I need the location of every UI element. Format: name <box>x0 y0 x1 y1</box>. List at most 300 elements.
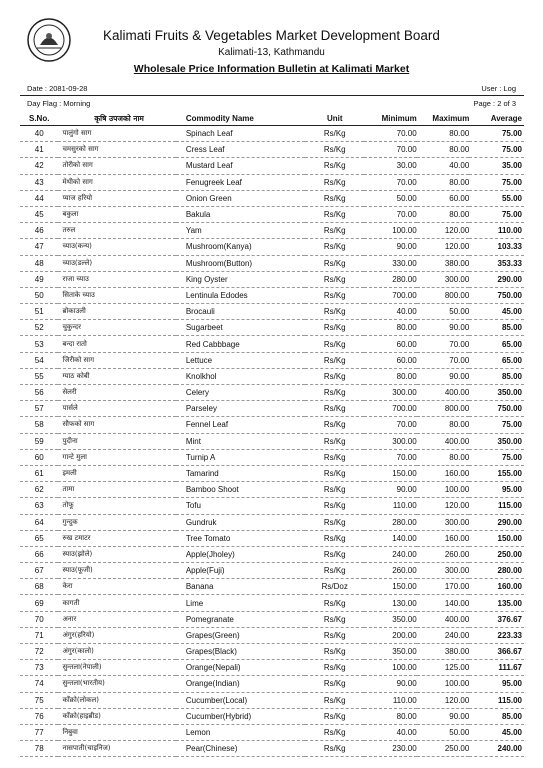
cell-nepali-name: स्याउ(झोले) <box>58 546 175 562</box>
cell-average: 85.00 <box>469 368 524 384</box>
bulletin-title: Wholesale Price Information Bulletin at Kalimati Market <box>133 63 410 75</box>
cell-unit: Rs/Kg <box>305 644 364 660</box>
cell-nepali-name: जिरीको साग <box>58 352 175 368</box>
cell-unit: Rs/Kg <box>305 336 364 352</box>
cell-minimum: 350.00 <box>364 644 417 660</box>
cell-commodity: Cress Leaf <box>176 142 306 158</box>
cell-nepali-name: तोरीको साग <box>58 158 175 174</box>
board-title: Kalimati Fruits & Vegetables Market Development Board <box>103 28 440 43</box>
cell-unit: Rs/Kg <box>305 449 364 465</box>
table-row <box>20 126 524 142</box>
cell-nepali-name: बन्दा रातो <box>58 336 175 352</box>
cell-nepali-name: गुन्दुक <box>58 514 175 530</box>
cell-minimum: 300.00 <box>364 385 417 401</box>
table-row <box>20 385 524 401</box>
cell-minimum: 350.00 <box>364 611 417 627</box>
table-row <box>20 336 524 352</box>
table-row <box>20 595 524 611</box>
cell-unit: Rs/Kg <box>305 692 364 708</box>
cell-minimum: 80.00 <box>364 708 417 724</box>
cell-minimum: 260.00 <box>364 563 417 579</box>
cell-average: 75.00 <box>469 174 524 190</box>
cell-commodity: Lettuce <box>176 352 306 368</box>
cell-average: 65.00 <box>469 352 524 368</box>
cell-minimum: 330.00 <box>364 255 417 271</box>
cell-maximum: 120.00 <box>417 223 470 239</box>
cell-commodity: Cucumber(Local) <box>176 692 306 708</box>
header-divider <box>20 95 524 96</box>
cell-commodity: Apple(Fuji) <box>176 563 306 579</box>
cell-sno: 70 <box>20 611 58 627</box>
cell-maximum: 250.00 <box>417 741 470 757</box>
cell-nepali-name: गान्टे मुला <box>58 449 175 465</box>
cell-maximum: 300.00 <box>417 514 470 530</box>
cell-nepali-name: चुकुन्दर <box>58 320 175 336</box>
cell-nepali-name: तोफू <box>58 498 175 514</box>
table-row <box>20 287 524 303</box>
cell-sno: 40 <box>20 126 58 142</box>
table-row <box>20 708 524 724</box>
cell-maximum: 120.00 <box>417 239 470 255</box>
cell-average: 95.00 <box>469 482 524 498</box>
cell-sno: 41 <box>20 142 58 158</box>
cell-sno: 59 <box>20 433 58 449</box>
cell-commodity: Onion Green <box>176 190 306 206</box>
cell-maximum: 240.00 <box>417 627 470 643</box>
cell-average: 55.00 <box>469 190 524 206</box>
cell-maximum: 90.00 <box>417 708 470 724</box>
cell-nepali-name: बकुला <box>58 206 175 222</box>
cell-sno: 47 <box>20 239 58 255</box>
board-address: Kalimati-13, Kathmandu <box>218 47 325 58</box>
cell-maximum: 400.00 <box>417 433 470 449</box>
cell-minimum: 90.00 <box>364 676 417 692</box>
cell-maximum: 400.00 <box>417 611 470 627</box>
cell-sno: 66 <box>20 546 58 562</box>
cell-sno: 65 <box>20 530 58 546</box>
cell-sno: 68 <box>20 579 58 595</box>
cell-minimum: 100.00 <box>364 660 417 676</box>
cell-maximum: 100.00 <box>417 482 470 498</box>
cell-nepali-name: तरुल <box>58 223 175 239</box>
cell-unit: Rs/Kg <box>305 158 364 174</box>
cell-nepali-name: नासपाती(चाइनिज) <box>58 741 175 757</box>
table-row <box>20 190 524 206</box>
cell-minimum: 150.00 <box>364 579 417 595</box>
cell-average: 353.33 <box>469 255 524 271</box>
cell-maximum: 90.00 <box>417 368 470 384</box>
cell-commodity: Mustard Leaf <box>176 158 306 174</box>
cell-minimum: 200.00 <box>364 627 417 643</box>
cell-nepali-name: अंगुर(हरियो) <box>58 627 175 643</box>
cell-sno: 52 <box>20 320 58 336</box>
cell-commodity: Apple(Jholey) <box>176 546 306 562</box>
table-row <box>20 223 524 239</box>
cell-average: 115.00 <box>469 498 524 514</box>
report-date: Date : 2081-09-28 <box>27 84 88 93</box>
cell-average: 45.00 <box>469 724 524 740</box>
cell-nepali-name: च्याउ(कन्य) <box>58 239 175 255</box>
cell-maximum: 120.00 <box>417 692 470 708</box>
cell-commodity: Spinach Leaf <box>176 126 306 142</box>
cell-nepali-name: पार्सले <box>58 401 175 417</box>
cell-commodity: Mushroom(Kanya) <box>176 239 306 255</box>
cell-maximum: 170.00 <box>417 579 470 595</box>
cell-sno: 76 <box>20 708 58 724</box>
cell-commodity: Mushroom(Button) <box>176 255 306 271</box>
cell-unit: Rs/Kg <box>305 271 364 287</box>
cell-maximum: 80.00 <box>417 206 470 222</box>
cell-sno: 78 <box>20 741 58 757</box>
cell-minimum: 230.00 <box>364 741 417 757</box>
cell-nepali-name: प्याज हरियो <box>58 190 175 206</box>
cell-unit: Rs/Kg <box>305 320 364 336</box>
cell-maximum: 380.00 <box>417 255 470 271</box>
cell-unit: Rs/Kg <box>305 724 364 740</box>
cell-minimum: 90.00 <box>364 239 417 255</box>
cell-maximum: 380.00 <box>417 644 470 660</box>
cell-unit: Rs/Kg <box>305 174 364 190</box>
cell-commodity: Banana <box>176 579 306 595</box>
cell-average: 150.00 <box>469 530 524 546</box>
cell-unit: Rs/Doz <box>305 579 364 595</box>
table-row <box>20 320 524 336</box>
cell-minimum: 100.00 <box>364 223 417 239</box>
cell-average: 250.00 <box>469 546 524 562</box>
cell-maximum: 125.00 <box>417 660 470 676</box>
cell-nepali-name: पालुंगो साग <box>58 126 175 142</box>
cell-minimum: 60.00 <box>364 352 417 368</box>
day-flag: Day Flag : Morning <box>27 99 91 108</box>
cell-minimum: 70.00 <box>364 174 417 190</box>
cell-average: 750.00 <box>469 401 524 417</box>
cell-unit: Rs/Kg <box>305 498 364 514</box>
cell-average: 223.33 <box>469 627 524 643</box>
cell-maximum: 70.00 <box>417 336 470 352</box>
cell-sno: 51 <box>20 304 58 320</box>
cell-sno: 46 <box>20 223 58 239</box>
cell-average: 350.00 <box>469 433 524 449</box>
cell-sno: 73 <box>20 660 58 676</box>
cell-commodity: Sugarbeet <box>176 320 306 336</box>
cell-minimum: 70.00 <box>364 206 417 222</box>
cell-commodity: Bamboo Shoot <box>176 482 306 498</box>
cell-commodity: Orange(Nepali) <box>176 660 306 676</box>
cell-maximum: 300.00 <box>417 563 470 579</box>
cell-unit: Rs/Kg <box>305 708 364 724</box>
cell-commodity: Red Cabbbage <box>176 336 306 352</box>
cell-maximum: 160.00 <box>417 530 470 546</box>
cell-minimum: 280.00 <box>364 514 417 530</box>
cell-minimum: 700.00 <box>364 401 417 417</box>
cell-minimum: 280.00 <box>364 271 417 287</box>
cell-average: 95.00 <box>469 676 524 692</box>
cell-average: 750.00 <box>469 287 524 303</box>
cell-unit: Rs/Kg <box>305 433 364 449</box>
cell-nepali-name: मेथीको साग <box>58 174 175 190</box>
cell-average: 111.67 <box>469 660 524 676</box>
cell-sno: 77 <box>20 724 58 740</box>
cell-commodity: King Oyster <box>176 271 306 287</box>
table-row <box>20 498 524 514</box>
cell-nepali-name: काँक्रो(लोकल) <box>58 692 175 708</box>
cell-sno: 72 <box>20 644 58 660</box>
cell-commodity: Knolkhol <box>176 368 306 384</box>
cell-nepali-name: चमसुरको साग <box>58 142 175 158</box>
cell-sno: 64 <box>20 514 58 530</box>
cell-nepali-name: सुन्तला(नेपाली) <box>58 660 175 676</box>
cell-unit: Rs/Kg <box>305 385 364 401</box>
cell-nepali-name: सिताके च्याउ <box>58 287 175 303</box>
cell-nepali-name: अंगुर(कालो) <box>58 644 175 660</box>
cell-minimum: 60.00 <box>364 336 417 352</box>
cell-commodity: Parseley <box>176 401 306 417</box>
table-row <box>20 352 524 368</box>
cell-commodity: Brocauli <box>176 304 306 320</box>
cell-sno: 60 <box>20 449 58 465</box>
cell-sno: 43 <box>20 174 58 190</box>
cell-commodity: Turnip A <box>176 449 306 465</box>
cell-sno: 75 <box>20 692 58 708</box>
cell-commodity: Cucumber(Hybrid) <box>176 708 306 724</box>
table-row <box>20 158 524 174</box>
cell-maximum: 120.00 <box>417 498 470 514</box>
cell-maximum: 50.00 <box>417 304 470 320</box>
cell-sno: 67 <box>20 563 58 579</box>
cell-sno: 58 <box>20 417 58 433</box>
cell-commodity: Pomegranate <box>176 611 306 627</box>
table-row <box>20 174 524 190</box>
cell-average: 75.00 <box>469 142 524 158</box>
cell-unit: Rs/Kg <box>305 546 364 562</box>
cell-minimum: 30.00 <box>364 158 417 174</box>
cell-maximum: 300.00 <box>417 271 470 287</box>
price-table <box>20 112 524 757</box>
cell-nepali-name: ब्रोकाउली <box>58 304 175 320</box>
cell-nepali-name: च्याउ(डल्ले) <box>58 255 175 271</box>
col-commodity: Commodity Name <box>176 112 306 126</box>
cell-nepali-name: सेलरी <box>58 385 175 401</box>
cell-average: 75.00 <box>469 126 524 142</box>
cell-sno: 57 <box>20 401 58 417</box>
cell-average: 75.00 <box>469 206 524 222</box>
cell-unit: Rs/Kg <box>305 255 364 271</box>
cell-unit: Rs/Kg <box>305 676 364 692</box>
cell-minimum: 240.00 <box>364 546 417 562</box>
cell-nepali-name: सुन्तला(भारतीय) <box>58 676 175 692</box>
cell-sno: 49 <box>20 271 58 287</box>
cell-average: 376.67 <box>469 611 524 627</box>
cell-sno: 61 <box>20 465 58 481</box>
cell-unit: Rs/Kg <box>305 126 364 142</box>
cell-nepali-name: सौफको साग <box>58 417 175 433</box>
cell-unit: Rs/Kg <box>305 611 364 627</box>
cell-maximum: 40.00 <box>417 158 470 174</box>
cell-minimum: 70.00 <box>364 142 417 158</box>
cell-minimum: 70.00 <box>364 449 417 465</box>
cell-unit: Rs/Kg <box>305 368 364 384</box>
cell-average: 110.00 <box>469 223 524 239</box>
cell-maximum: 80.00 <box>417 142 470 158</box>
cell-unit: Rs/Kg <box>305 287 364 303</box>
cell-sno: 56 <box>20 385 58 401</box>
table-row <box>20 465 524 481</box>
cell-maximum: 80.00 <box>417 174 470 190</box>
cell-commodity: Tamarind <box>176 465 306 481</box>
cell-sno: 55 <box>20 368 58 384</box>
cell-sno: 44 <box>20 190 58 206</box>
cell-commodity: Bakula <box>176 206 306 222</box>
cell-unit: Rs/Kg <box>305 530 364 546</box>
cell-commodity: Lemon <box>176 724 306 740</box>
cell-average: 290.00 <box>469 271 524 287</box>
cell-commodity: Yam <box>176 223 306 239</box>
cell-maximum: 60.00 <box>417 190 470 206</box>
cell-commodity: Lentinula Edodes <box>176 287 306 303</box>
cell-minimum: 130.00 <box>364 595 417 611</box>
table-row <box>20 741 524 757</box>
cell-unit: Rs/Kg <box>305 465 364 481</box>
cell-maximum: 140.00 <box>417 595 470 611</box>
cell-sno: 74 <box>20 676 58 692</box>
cell-average: 240.00 <box>469 741 524 757</box>
cell-nepali-name: अनार <box>58 611 175 627</box>
table-row <box>20 579 524 595</box>
table-row <box>20 676 524 692</box>
cell-minimum: 90.00 <box>364 482 417 498</box>
cell-average: 155.00 <box>469 465 524 481</box>
cell-maximum: 260.00 <box>417 546 470 562</box>
cell-nepali-name: स्याउ(फूजी) <box>58 563 175 579</box>
table-row <box>20 206 524 222</box>
cell-maximum: 800.00 <box>417 287 470 303</box>
cell-minimum: 110.00 <box>364 692 417 708</box>
cell-sno: 71 <box>20 627 58 643</box>
table-row <box>20 255 524 271</box>
table-row <box>20 271 524 287</box>
cell-minimum: 40.00 <box>364 724 417 740</box>
page-number: Page : 2 of 3 <box>473 99 516 108</box>
cell-unit: Rs/Kg <box>305 239 364 255</box>
cell-commodity: Tree Tomato <box>176 530 306 546</box>
cell-unit: Rs/Kg <box>305 627 364 643</box>
cell-unit: Rs/Kg <box>305 142 364 158</box>
cell-average: 75.00 <box>469 417 524 433</box>
col-unit: Unit <box>305 112 364 126</box>
cell-minimum: 700.00 <box>364 287 417 303</box>
cell-minimum: 80.00 <box>364 320 417 336</box>
cell-minimum: 40.00 <box>364 304 417 320</box>
col-maximum: Maximum <box>417 112 470 126</box>
cell-unit: Rs/Kg <box>305 352 364 368</box>
table-row <box>20 368 524 384</box>
cell-sno: 48 <box>20 255 58 271</box>
cell-average: 366.67 <box>469 644 524 660</box>
cell-minimum: 70.00 <box>364 417 417 433</box>
cell-nepali-name: निबुवा <box>58 724 175 740</box>
table-row <box>20 530 524 546</box>
cell-nepali-name: काँक्रो(हाइब्रीड) <box>58 708 175 724</box>
cell-average: 65.00 <box>469 336 524 352</box>
cell-average: 350.00 <box>469 385 524 401</box>
cell-average: 135.00 <box>469 595 524 611</box>
cell-unit: Rs/Kg <box>305 595 364 611</box>
cell-unit: Rs/Kg <box>305 401 364 417</box>
table-row <box>20 724 524 740</box>
cell-unit: Rs/Kg <box>305 660 364 676</box>
cell-commodity: Fennel Leaf <box>176 417 306 433</box>
cell-commodity: Grapes(Green) <box>176 627 306 643</box>
cell-commodity: Orange(Indian) <box>176 676 306 692</box>
cell-average: 280.00 <box>469 563 524 579</box>
col-nepali-name: कृषि उपजको नाम <box>58 112 175 126</box>
table-row <box>20 401 524 417</box>
cell-commodity: Fenugreek Leaf <box>176 174 306 190</box>
cell-commodity: Celery <box>176 385 306 401</box>
cell-nepali-name: इमली <box>58 465 175 481</box>
cell-sno: 62 <box>20 482 58 498</box>
cell-nepali-name: केरा <box>58 579 175 595</box>
cell-unit: Rs/Kg <box>305 563 364 579</box>
cell-average: 85.00 <box>469 320 524 336</box>
cell-maximum: 70.00 <box>417 352 470 368</box>
cell-commodity: Mint <box>176 433 306 449</box>
cell-commodity: Lime <box>176 595 306 611</box>
cell-unit: Rs/Kg <box>305 190 364 206</box>
table-row <box>20 546 524 562</box>
cell-unit: Rs/Kg <box>305 304 364 320</box>
cell-commodity: Pear(Chinese) <box>176 741 306 757</box>
table-row <box>20 627 524 643</box>
cell-nepali-name: तामा <box>58 482 175 498</box>
cell-minimum: 150.00 <box>364 465 417 481</box>
table-row <box>20 563 524 579</box>
cell-sno: 54 <box>20 352 58 368</box>
cell-maximum: 100.00 <box>417 676 470 692</box>
cell-nepali-name: रुख टमाटर <box>58 530 175 546</box>
report-user: User : Log <box>481 84 516 93</box>
cell-unit: Rs/Kg <box>305 482 364 498</box>
table-row <box>20 417 524 433</box>
cell-average: 115.00 <box>469 692 524 708</box>
table-row <box>20 239 524 255</box>
col-average: Average <box>469 112 524 126</box>
table-row <box>20 142 524 158</box>
cell-average: 85.00 <box>469 708 524 724</box>
cell-unit: Rs/Kg <box>305 514 364 530</box>
cell-average: 103.33 <box>469 239 524 255</box>
cell-nepali-name: ग्याठ कोबी <box>58 368 175 384</box>
col-minimum: Minimum <box>364 112 417 126</box>
cell-minimum: 70.00 <box>364 126 417 142</box>
cell-unit: Rs/Kg <box>305 206 364 222</box>
table-header-row <box>20 112 524 126</box>
cell-minimum: 140.00 <box>364 530 417 546</box>
table-row <box>20 611 524 627</box>
cell-average: 75.00 <box>469 449 524 465</box>
cell-nepali-name: कागती <box>58 595 175 611</box>
cell-commodity: Tofu <box>176 498 306 514</box>
table-row <box>20 660 524 676</box>
cell-unit: Rs/Kg <box>305 741 364 757</box>
table-row <box>20 433 524 449</box>
cell-maximum: 80.00 <box>417 417 470 433</box>
cell-maximum: 80.00 <box>417 126 470 142</box>
cell-sno: 69 <box>20 595 58 611</box>
col-sno: S.No. <box>20 112 58 126</box>
table-row <box>20 644 524 660</box>
cell-minimum: 110.00 <box>364 498 417 514</box>
